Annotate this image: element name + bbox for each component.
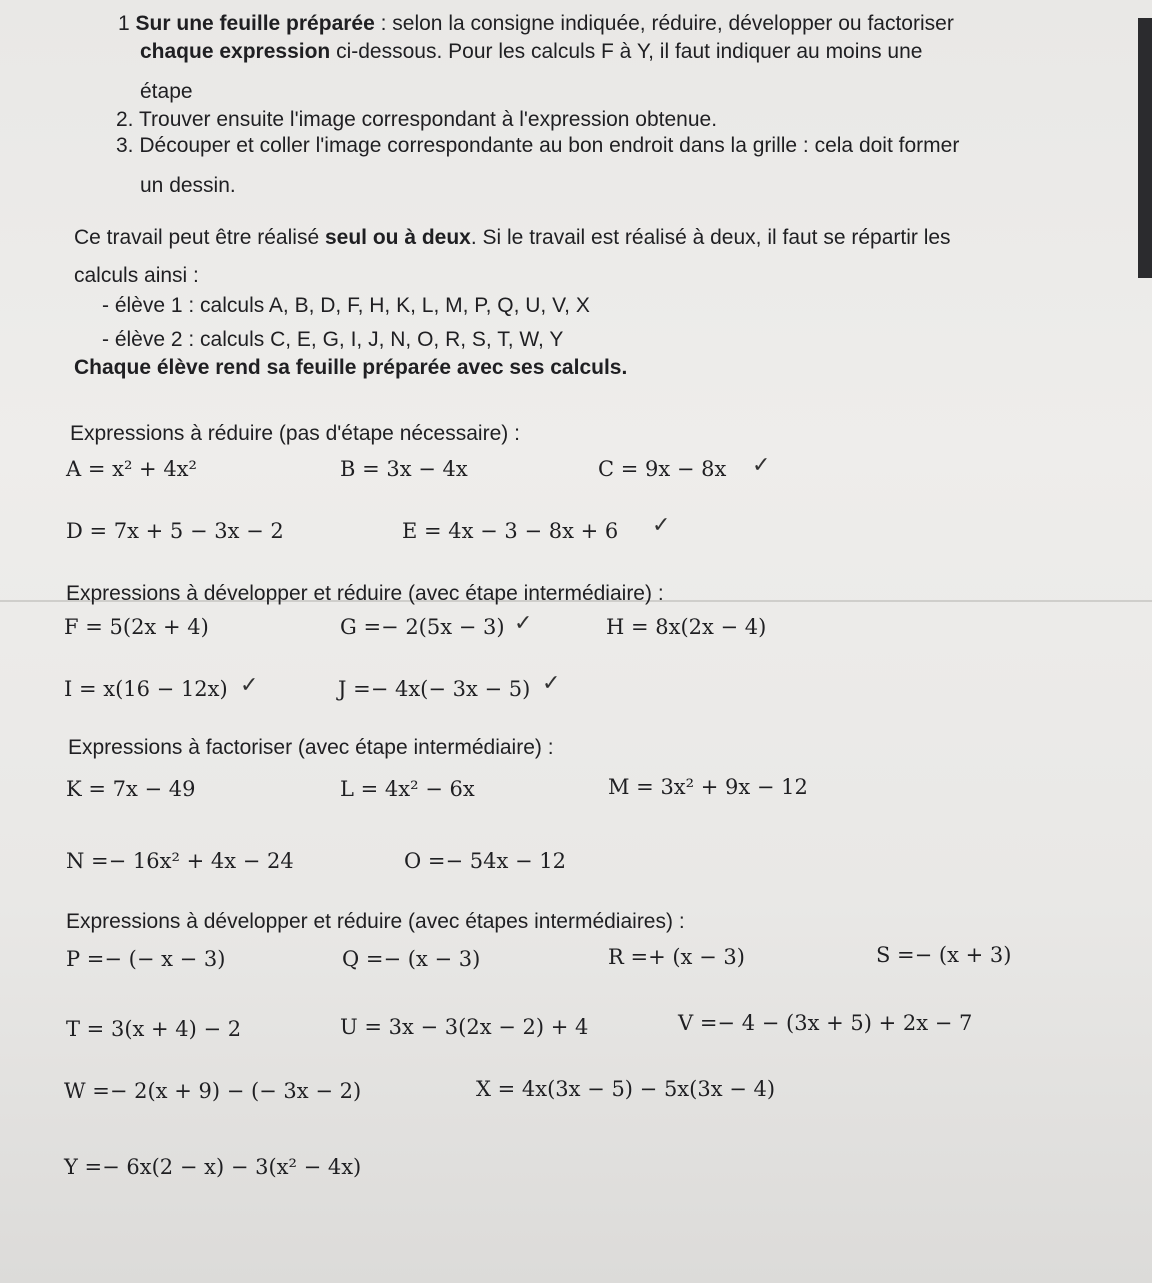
expression-L: L = 4x² − 6x (340, 777, 475, 801)
student-2-calculs: - élève 2 : calculs C, E, G, I, J, N, O, R, S, T, W, Y (102, 328, 564, 351)
expression-B: B = 3x − 4x (340, 457, 468, 481)
work-text-line-2: calculs ainsi : (74, 264, 199, 287)
expression-Q: Q =− (x − 3) (342, 947, 481, 971)
instruction-1-line2-bold: chaque expression (140, 40, 331, 63)
expression-E: E = 4x − 3 − 8x + 6 (402, 519, 619, 543)
instruction-1-line-2 (140, 40, 922, 64)
check-mark-J: ✓ (542, 670, 561, 695)
expression-U: U = 3x − 3(2x − 2) + 4 (340, 1015, 589, 1039)
expression-F: F = 5(2x + 4) (64, 615, 209, 639)
expression-D: D = 7x + 5 − 3x − 2 (66, 519, 284, 543)
instruction-3-line-2: un dessin. (140, 174, 236, 197)
work-text-b: . Si le travail est réalisé à deux, il faut se répartir les (470, 226, 951, 249)
expression-I: I = x(16 − 12x) (64, 677, 228, 701)
expression-P: P =− (− x − 3) (66, 947, 226, 971)
work-text-a: Ce travail peut être réalisé (74, 226, 325, 249)
instruction-1-line-1 (118, 12, 954, 36)
section-develop2-title: Expressions à développer et réduire (avec étapes intermédiaires) : (66, 910, 685, 933)
section-factor-title: Expressions à factoriser (avec étape intermédiaire) : (68, 736, 554, 759)
expression-H: H = 8x(2x − 4) (606, 615, 767, 639)
expression-V: V =− 4 − (3x + 5) + 2x − 7 (678, 1011, 973, 1035)
expression-W: W =− 2(x + 9) − (− 3x − 2) (64, 1079, 362, 1103)
expression-Y: Y =− 6x(2 − x) − 3(x² − 4x) (64, 1155, 362, 1179)
closing-instruction: Chaque élève rend sa feuille préparée avec ses calculs. (74, 356, 628, 379)
expression-S: S =− (x + 3) (876, 943, 1012, 967)
check-mark-I: ✓ (240, 672, 259, 697)
expression-R: R =+ (x − 3) (608, 945, 745, 969)
item-number: 1 (118, 12, 130, 35)
instruction-2: 2. Trouver ensuite l'image correspondant à l'expression obtenue. (116, 108, 718, 131)
instruction-3-line-1: 3. Découper et coller l'image correspondante au bon endroit dans la grille : cela doit former (116, 134, 960, 157)
expression-K: K = 7x − 49 (66, 777, 196, 801)
section-reduce-title: Expressions à réduire (pas d'étape nécessaire) : (70, 422, 520, 445)
expression-C: C = 9x − 8x (598, 457, 727, 481)
section-develop-title: Expressions à développer et réduire (avec étape intermédiaire) : (66, 582, 664, 605)
check-mark-E: ✓ (652, 512, 671, 537)
expression-N: N =− 16x² + 4x − 24 (66, 849, 294, 873)
student-1-calculs: - élève 1 : calculs A, B, D, F, H, K, L, M, P, Q, U, V, X (102, 294, 590, 317)
instruction-1-line-3: étape (140, 80, 193, 103)
expression-X: X = 4x(3x − 5) − 5x(3x − 4) (476, 1077, 776, 1101)
work-text-line-1 (74, 226, 951, 250)
expression-A: A = x² + 4x² (66, 457, 197, 481)
instruction-1-line2-rest: ci-dessous. Pour les calculs F à Y, il faut indiquer au moins une (330, 40, 923, 63)
check-mark-C: ✓ (752, 452, 771, 477)
expression-M: M = 3x² + 9x − 12 (608, 775, 808, 799)
expression-T: T = 3(x + 4) − 2 (66, 1017, 242, 1041)
instruction-1-rest: : selon la consigne indiquée, réduire, développer ou factoriser (374, 12, 954, 35)
check-mark-G: ✓ (514, 610, 533, 635)
expression-G: G =− 2(5x − 3) (340, 615, 505, 639)
work-text-bold: seul ou à deux (324, 226, 471, 249)
expression-J: J =− 4x(− 3x − 5) (338, 677, 531, 701)
instruction-1-bold: Sur une feuille préparée (135, 12, 375, 35)
expression-O: O =− 54x − 12 (404, 849, 566, 873)
page-edge-shadow (1138, 18, 1152, 278)
